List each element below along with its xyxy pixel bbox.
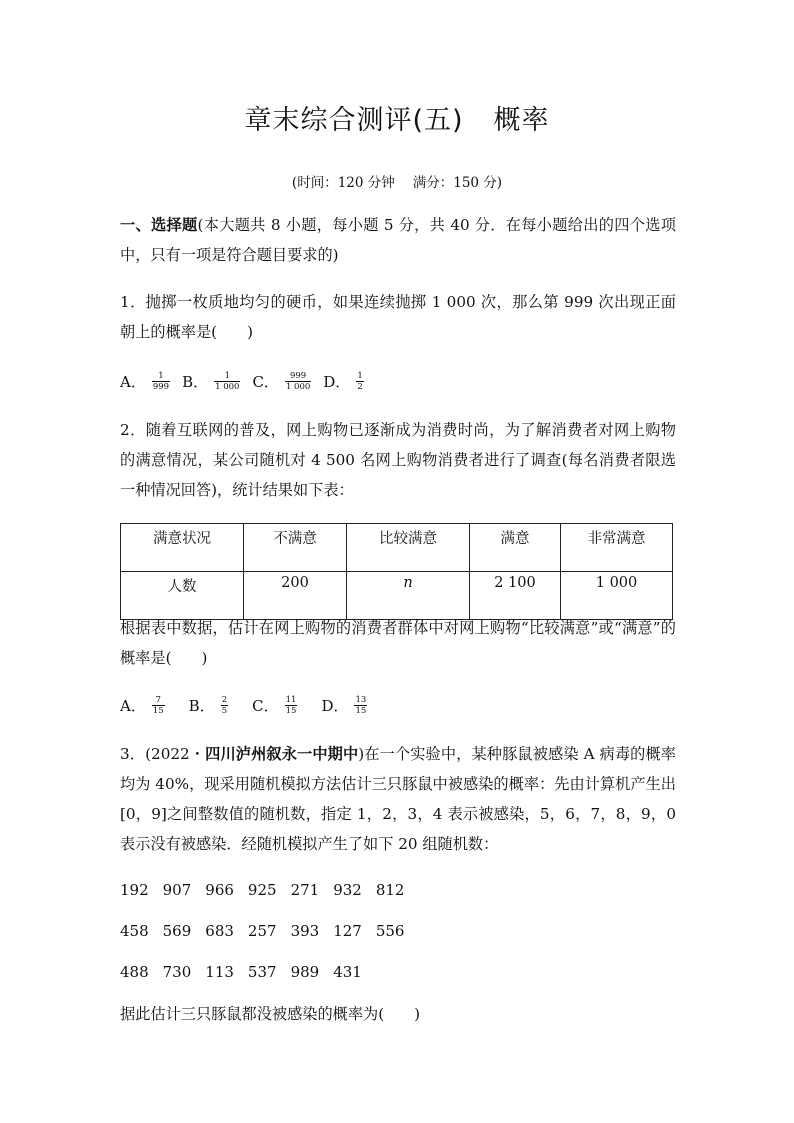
question-source: 四川泸州叙永一中期中 — [205, 745, 359, 763]
section-heading: 一、选择题 — [120, 216, 198, 234]
option-c[interactable]: C． $\frac{11}{15}$ — [252, 694, 297, 716]
random-number-row — [120, 957, 376, 987]
table-header-cell: 不满意 — [244, 524, 347, 572]
option-b[interactable]: B． $\frac{2}{5}$ — [188, 694, 228, 716]
table-header-cell: 非常满意 — [561, 524, 673, 572]
random-number: 393 — [290, 922, 320, 940]
table-cell: 2 100 — [470, 572, 561, 620]
question-1-stem: 1．抛掷一枚质地均匀的硬币，如果连续抛掷 1 000 次，那么第 999 次出现正面朝上的概率是( ) — [120, 293, 676, 341]
random-number: 458 — [120, 922, 149, 940]
random-number: 569 — [162, 922, 192, 940]
exam-score: 满分：150 分) — [412, 175, 503, 191]
random-number: 556 — [375, 922, 405, 940]
random-number: 257 — [247, 922, 277, 940]
option-b[interactable]: B． $\frac{1}{1 000}$ — [182, 370, 240, 392]
exam-meta — [0, 171, 794, 191]
fraction: $\frac{7}{15}$ — [152, 694, 164, 716]
question-3-tail: 据此估计三只豚鼠都没被感染的概率为( ) — [120, 1005, 421, 1023]
section-description: (本大题共 8 小题，每小题 5 分，共 40 分．在每小题给出的四个选项中，只有一项是符合题目要求的) — [120, 216, 677, 264]
exam-time: (时间：120 分钟 — [291, 175, 395, 191]
option-c[interactable]: C． $\frac{999}{1 000}$ — [252, 370, 311, 392]
table-header-cell: 满意 — [470, 524, 561, 572]
random-number: 488 — [120, 963, 149, 981]
option-d[interactable]: D． $\frac{1}{2}$ — [323, 370, 363, 392]
table-cell: 人数 — [121, 572, 244, 620]
random-number: 989 — [290, 963, 320, 981]
option-d[interactable]: D． $\frac{13}{15}$ — [321, 694, 367, 716]
random-number: 907 — [162, 881, 192, 899]
random-number: 537 — [247, 963, 277, 981]
table-header-cell: 比较满意 — [347, 524, 470, 572]
option-a[interactable]: A． $\frac{7}{15}$ — [120, 694, 164, 716]
page-title — [0, 98, 794, 137]
table-cell: 1 000 — [561, 572, 673, 620]
random-number: 925 — [247, 881, 277, 899]
fraction: $\frac{11}{15}$ — [285, 694, 297, 716]
fraction: $\frac{999}{1 000}$ — [285, 370, 311, 392]
random-number: 683 — [205, 922, 234, 940]
random-number: 192 — [120, 881, 149, 899]
random-number: 730 — [162, 963, 192, 981]
table-cell: 200 — [244, 572, 347, 620]
question-1-options — [120, 366, 376, 396]
fraction: $\frac{13}{15}$ — [355, 694, 367, 716]
random-number: 127 — [333, 922, 362, 940]
fraction: $\frac{1}{999}$ — [152, 370, 170, 392]
random-number-row — [120, 916, 418, 946]
title-subject: 概率 — [493, 105, 550, 136]
question-3-stem: 3．(2022・四川泸州叙永一中期中)在一个实验中，某种豚鼠被感染 A 病毒的概率均为 40%，现采用随机模拟方法估计三只豚鼠中被感染的概率：先由计算机产生出[0，9]之间整数值的随机数，指定 1，2，3，4 表示被感染，5，6，7，8，9，0 表示没有被感染．经随机模拟产生了如下 20 组随机数： — [120, 745, 676, 853]
option-a[interactable]: A． $\frac{1}{999}$ — [120, 370, 170, 392]
table-header-row — [121, 524, 673, 572]
section1-instructions — [120, 210, 676, 270]
random-number: 812 — [375, 881, 405, 899]
table-cell: n — [347, 572, 470, 620]
random-number: 431 — [333, 963, 362, 981]
question-2-options — [120, 690, 379, 720]
question-2-stem: 2．随着互联网的普及，网上购物已逐渐成为消费时尚，为了解消费者对网上购物的满意情况，某公司随机对 4 500 名网上购物消费者进行了调查(每名消费者限选一种情况回答)，统计结果如下表： — [120, 421, 676, 499]
table-header-cell: 满意状况 — [121, 524, 244, 572]
random-number-row — [120, 875, 418, 905]
title-main: 章末综合测评(五) — [244, 105, 464, 136]
fraction: $\frac{1}{1 000}$ — [215, 370, 240, 392]
fraction: $\frac{2}{5}$ — [221, 694, 228, 716]
random-number: 932 — [333, 881, 362, 899]
random-number: 113 — [205, 963, 234, 981]
random-number: 966 — [205, 881, 234, 899]
survey-table — [120, 523, 673, 620]
fraction: $\frac{1}{2}$ — [357, 370, 363, 392]
random-number: 271 — [290, 881, 320, 899]
question-2-followup: 根据表中数据，估计在网上购物的消费者群体中对网上购物“比较满意”或“满意”的概率是( ) — [120, 619, 676, 667]
